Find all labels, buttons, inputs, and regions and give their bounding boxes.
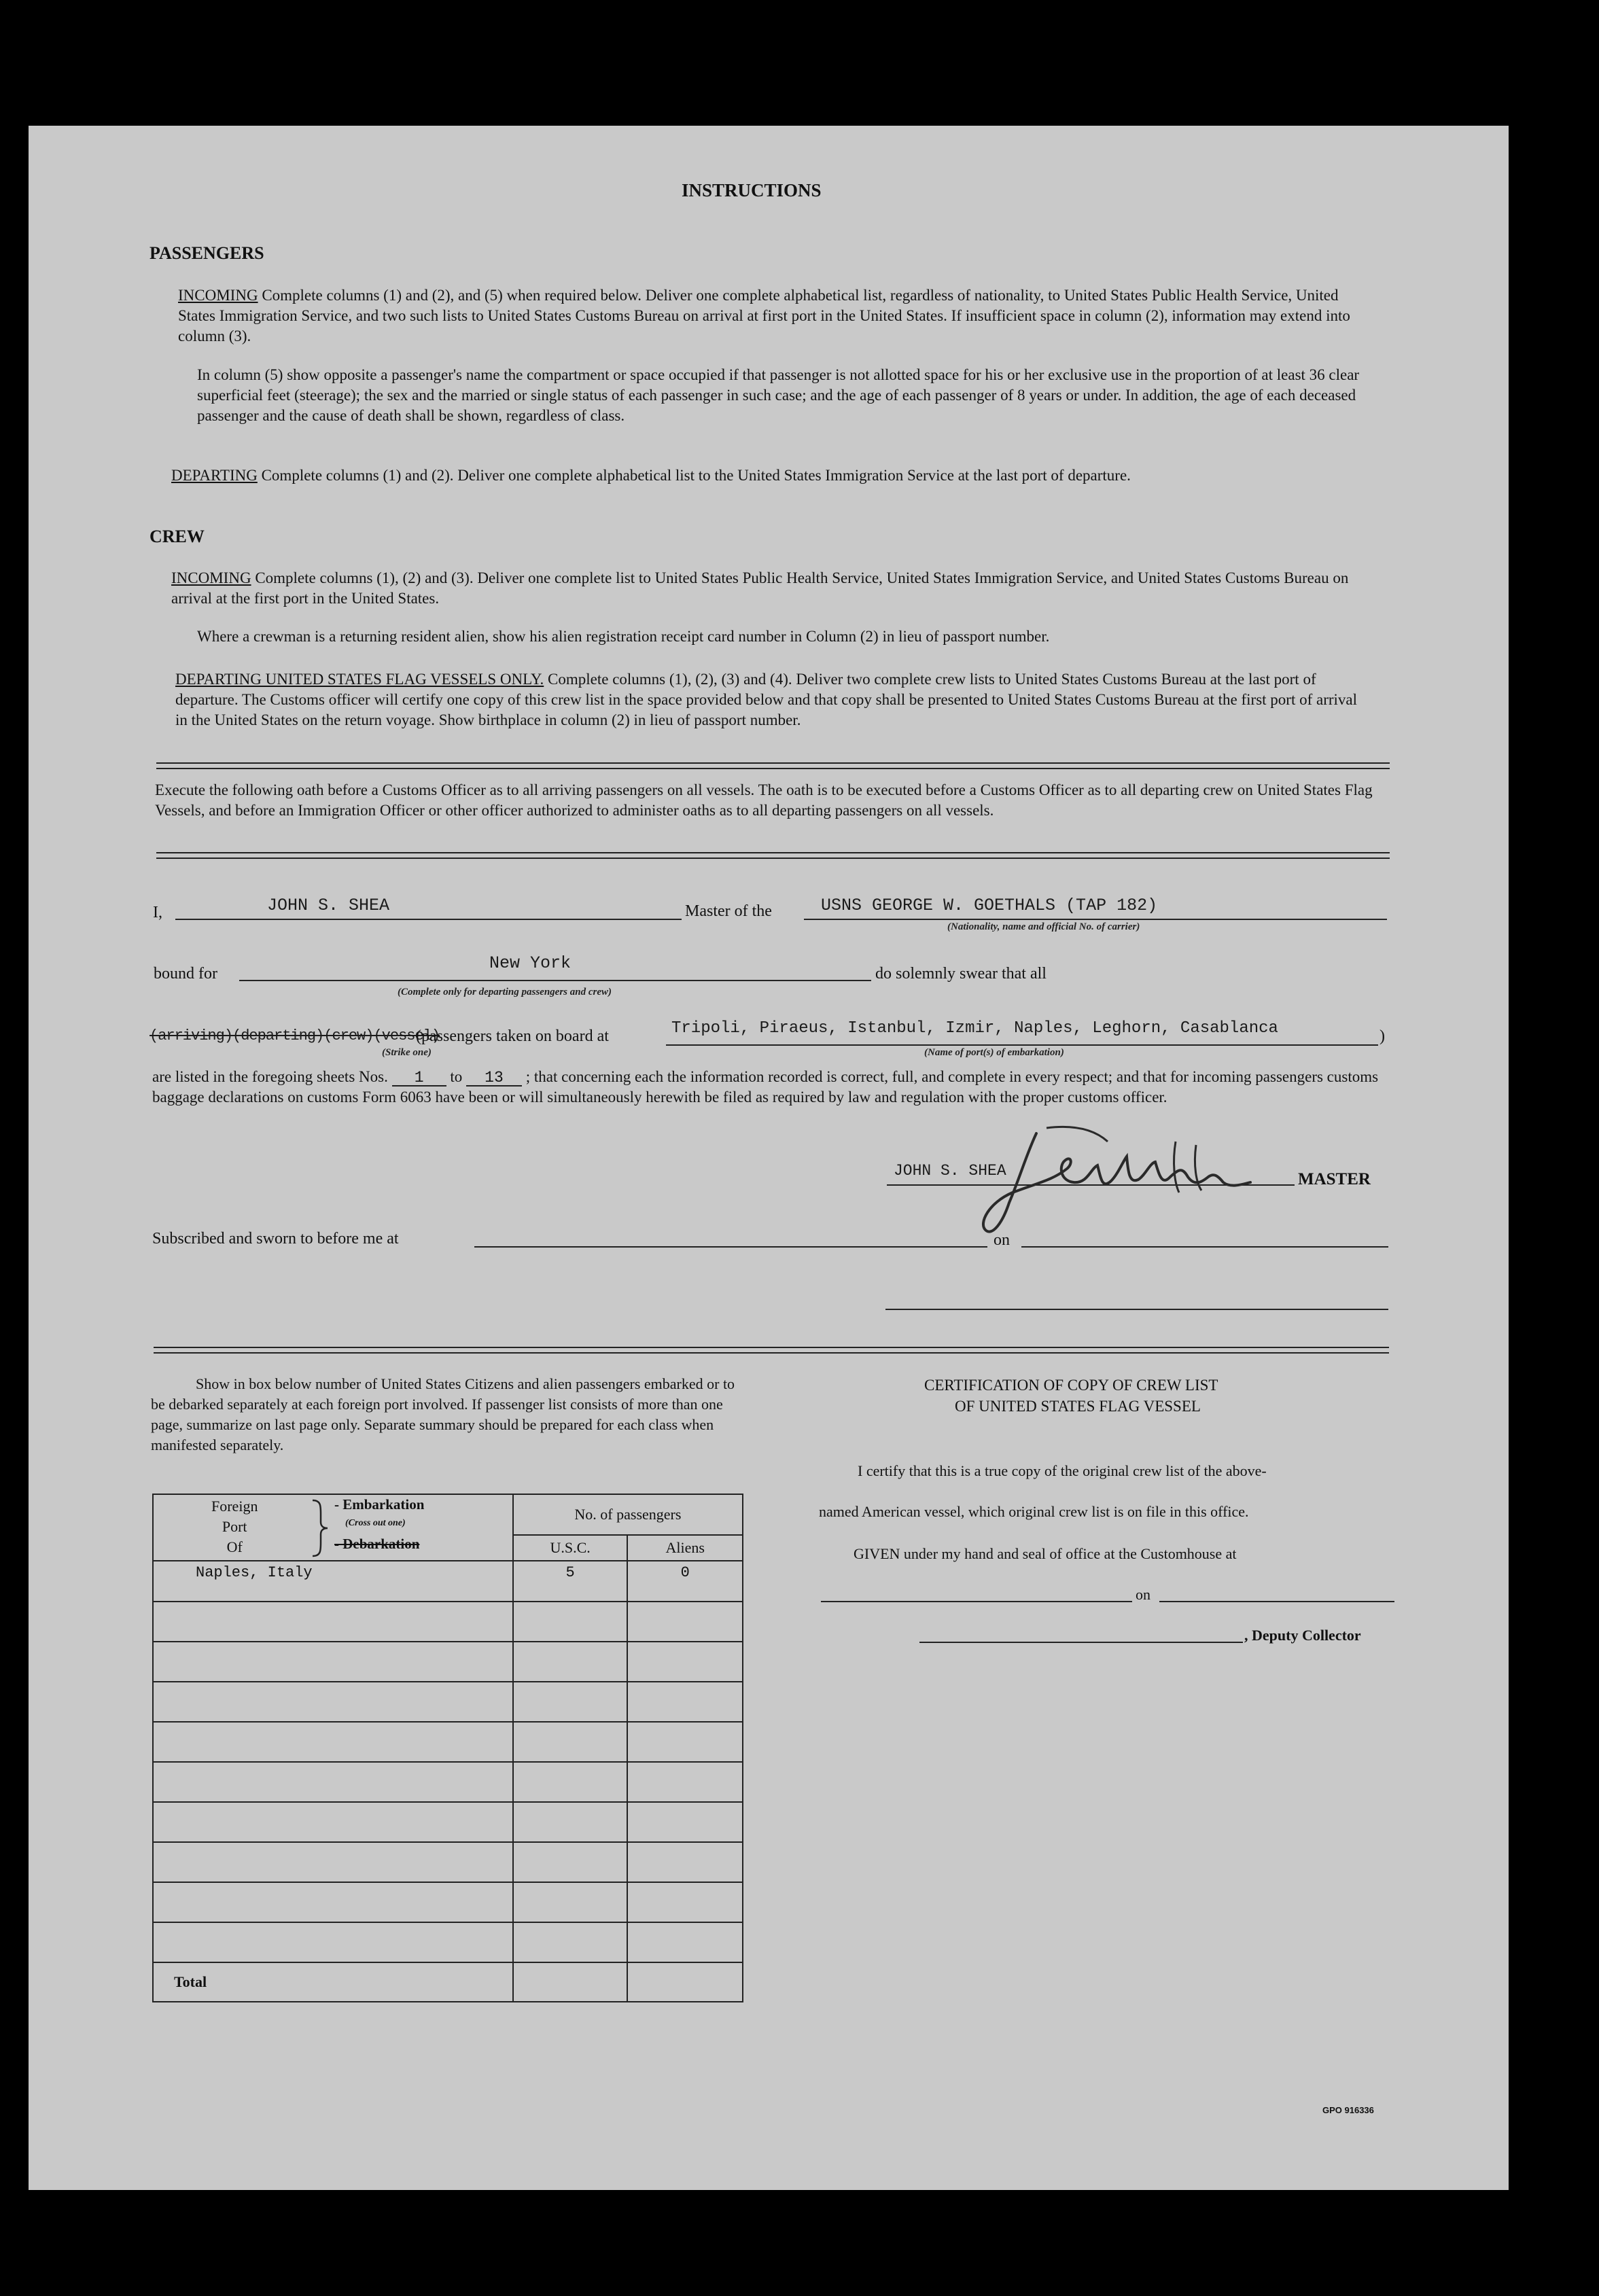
sheet-to: 13	[466, 1070, 522, 1087]
swear-label: do solemnly swear that all	[875, 965, 1047, 983]
close-paren: )	[1380, 1027, 1385, 1045]
instructions-title: INSTRUCTIONS	[682, 180, 822, 200]
row-aliens: 0	[627, 1561, 743, 1602]
passengers-heading: PASSENGERS	[150, 243, 264, 263]
certification-line1: I certify that this is a true copy of the original crew list of the above-	[858, 1462, 1267, 1479]
table-row	[153, 1882, 743, 1922]
officer-signature-line	[885, 1309, 1388, 1310]
bound-for-label: bound for	[154, 965, 217, 983]
crew-departing-paragraph	[175, 669, 1360, 730]
customhouse-line	[821, 1601, 1132, 1602]
embarkation-label: - Embarkation	[334, 1496, 425, 1513]
divider-double	[156, 762, 1390, 769]
oath-instruction: Execute the following oath before a Customs Officer as to all arriving passengers on all vessels. The oath is to be executed before a Customs Officer as to all departing crew on United States Flag Vessels, and before an Immigration Officer or other officer authorized to administer oaths as to all departing passengers on all vessels.	[155, 781, 1373, 819]
struck-out-text: (arriving)(departing)(crew)(vessel)	[150, 1027, 440, 1044]
divider-double	[154, 1347, 1389, 1354]
row-port: Naples, Italy	[153, 1561, 513, 1602]
sworn-on-label: on	[994, 1231, 1010, 1249]
taken-on-board-label: (passengers taken on board at	[416, 1027, 609, 1045]
master-of-label: Master of the	[685, 902, 772, 920]
master-name: JOHN S. SHEA	[267, 896, 390, 915]
sworn-location-line	[474, 1246, 987, 1248]
gpo-code: GPO 916336	[1322, 2105, 1374, 2115]
aliens-header: Aliens	[627, 1535, 743, 1561]
sheets-rest: ; that concerning each the information recorded is correct, full, and complete in every respect; and that for incoming passengers customs baggage declarations on customs Form 6063 have been or will simultaneously herewith be filed as required by law and regulation with the proper customs officer.	[152, 1068, 1379, 1106]
row-usc: 5	[513, 1561, 628, 1602]
table-row	[153, 1762, 743, 1802]
passengers-incoming-column5: In column (5) show opposite a passenger's name the compartment or space occupied if that passenger is not allotted space for his or her exclusive use in the proportion of at least 36 clear superficial feet (steerage); the sex and the married or single status of each passenger in such case; and the age of each passenger of 8 years or under. In addition, the age of each deceased passenger and the cause of death shall be shown, regardless of class.	[197, 366, 1360, 424]
certification-line3: GIVEN under my hand and seal of office at the Customhouse at	[854, 1545, 1237, 1562]
table-row	[153, 1722, 743, 1762]
usc-header: U.S.C.	[513, 1535, 628, 1561]
certification-date-line	[1159, 1601, 1394, 1602]
table-row	[153, 1642, 743, 1682]
passengers-incoming-text: Complete columns (1) and (2), and (5) when required below. Deliver one complete alphabetical list, regardless of nationality, to United States Public Health Service, United States Immigration Service, and two such lists to United States Customs Bureau on arrival at first port in the United States. If insufficient space in column (2), information may extend into column (3).	[178, 287, 1350, 345]
cross-out-caption: (Cross out one)	[345, 1518, 406, 1528]
bound-caption: (Complete only for departing passengers and crew)	[398, 987, 612, 997]
crew-heading: CREW	[150, 527, 205, 546]
of-label: Of	[226, 1538, 243, 1555]
certification-title-line2: OF UNITED STATES FLAG VESSEL	[955, 1398, 1201, 1415]
total-row	[153, 1962, 743, 2002]
bound-for-line	[239, 980, 871, 981]
foreign-label: Foreign	[211, 1498, 258, 1515]
port-header-cell	[153, 1494, 513, 1561]
certification-title-line1: CERTIFICATION OF COPY OF CREW LIST	[924, 1377, 1218, 1394]
sheet-from: 1	[392, 1070, 446, 1087]
passengers-departing-text: Complete columns (1) and (2). Deliver one complete alphabetical list to the United States Immigration Service at the last port of departure.	[261, 467, 1131, 484]
crew-departing-label: DEPARTING UNITED STATES FLAG VESSELS ONLY.	[175, 671, 544, 688]
passenger-summary-table	[152, 1494, 743, 2002]
table-row	[153, 1922, 743, 1962]
bound-for-port: New York	[489, 953, 572, 973]
table-row	[153, 1602, 743, 1642]
certification-on-label: on	[1136, 1586, 1150, 1603]
passengers-incoming-paragraph	[178, 285, 1367, 347]
debarkation-struck-label: - Debarkation	[334, 1536, 420, 1552]
passengers-incoming-label: INCOMING	[178, 287, 258, 304]
to-label: to	[450, 1068, 463, 1085]
handwritten-signature-icon	[972, 1114, 1298, 1250]
table-row	[153, 1842, 743, 1882]
deputy-collector-label: , Deputy Collector	[1244, 1627, 1361, 1644]
ports-line	[666, 1044, 1378, 1046]
no-of-passengers-header: No. of passengers	[513, 1494, 743, 1535]
summary-instruction: Show in box below number of United States Citizens and alien passengers embarked or to be debarked separately at each foreign port involved. If passenger list consists of more than one page, summarize on last page only. Separate summary should be prepared for each class when manifested separately.	[151, 1375, 735, 1453]
oath-sheets-paragraph	[152, 1067, 1381, 1108]
brace-icon	[310, 1499, 330, 1557]
crew-returning-alien-note: Where a crewman is a returning resident alien, show his alien registration receipt card number in Column (2) in lieu of passport number.	[197, 628, 1050, 645]
table-row	[153, 1561, 743, 1602]
strike-caption: (Strike one)	[382, 1047, 432, 1058]
passengers-departing-label: DEPARTING	[171, 467, 258, 484]
ports-of-embarkation: Tripoli, Piraeus, Istanbul, Izmir, Naples, Leghorn, Casablanca	[671, 1019, 1278, 1038]
vessel-name: USNS GEORGE W. GOETHALS (TAP 182)	[821, 896, 1158, 915]
total-label: Total	[153, 1962, 513, 2002]
port-label: Port	[222, 1518, 247, 1535]
crew-departing-text: Complete columns (1), (2), (3) and (4). Deliver two complete crew lists to United States Customs Bureau at the last port of departure. The Customs officer will certify one copy of this crew list in the space provided below and that copy shall be presented to United States Customs Bureau at the first port of arrival in the United States on the return voyage. Show birthplace in column (2) in lieu of passport number.	[175, 671, 1358, 728]
crew-incoming-text: Complete columns (1), (2) and (3). Deliver one complete list to United States Public Health Service, United States Immigration Service, and United States Customs Bureau on arrival at the first port in the United States.	[171, 569, 1349, 607]
master-name-line	[175, 919, 682, 920]
ports-caption: (Name of port(s) of embarkation)	[924, 1047, 1064, 1058]
table-row	[153, 1802, 743, 1842]
vessel-caption: (Nationality, name and official No. of carrier)	[947, 921, 1140, 932]
divider-double	[156, 852, 1390, 859]
vessel-line	[804, 919, 1387, 920]
crew-incoming-label: INCOMING	[171, 569, 251, 586]
subscribed-label: Subscribed and sworn to before me at	[152, 1230, 399, 1248]
deputy-collector-line	[919, 1642, 1243, 1643]
sheets-label: are listed in the foregoing sheets Nos.	[152, 1068, 388, 1085]
passengers-departing-paragraph	[171, 465, 1367, 486]
sworn-date-line	[1021, 1246, 1388, 1248]
master-label: MASTER	[1298, 1170, 1371, 1188]
table-row	[153, 1682, 743, 1722]
certification-line2: named American vessel, which original crew list is on file in this office.	[819, 1503, 1249, 1520]
oath-i-label: I,	[153, 904, 162, 921]
crew-incoming-paragraph	[171, 568, 1360, 609]
signed-name: JOHN S. SHEA	[894, 1162, 1006, 1180]
